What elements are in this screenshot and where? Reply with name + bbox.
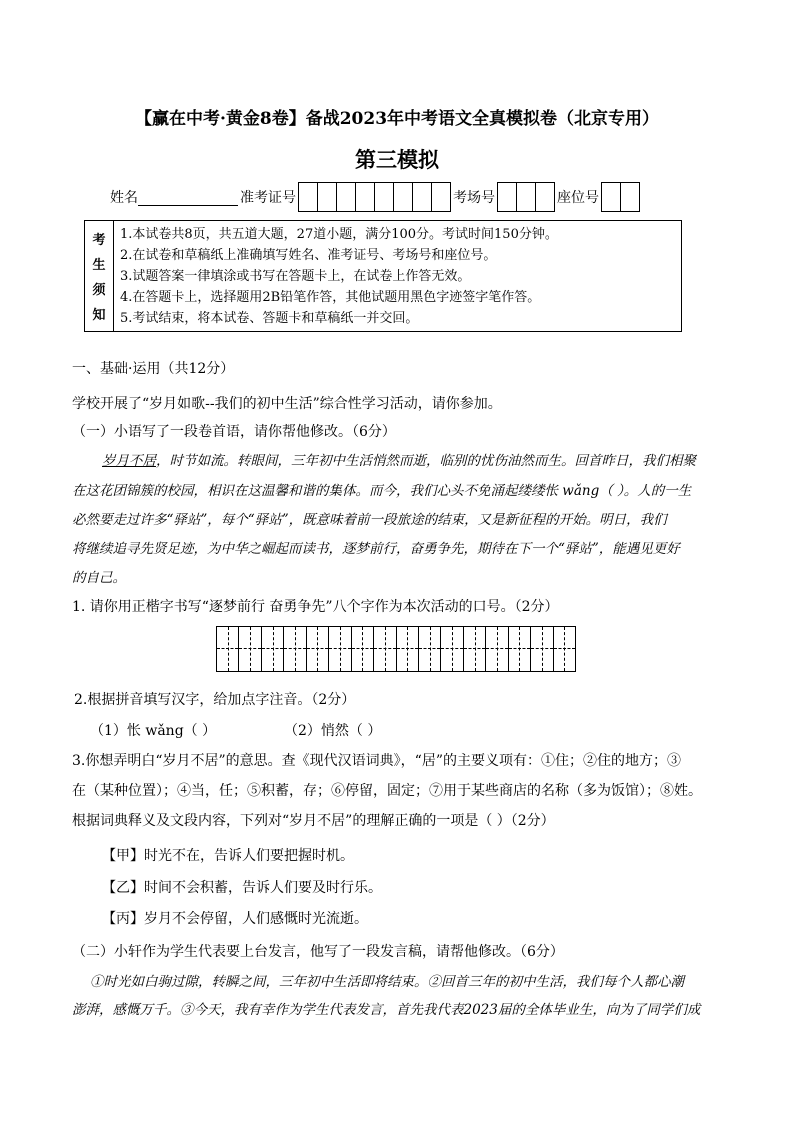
writing-grid[interactable]: [216, 626, 576, 672]
seat-label: 座位号: [557, 190, 599, 206]
part1-heading: （一）小语写了一段卷首语，请你帮他修改。（6分）: [72, 424, 396, 440]
section1-heading: 一、基础·运用（共12分）: [72, 361, 235, 377]
room-boxes[interactable]: [497, 182, 555, 212]
question-3-line3: 根据词典释义及文段内容，下列对“岁月不居”的理解正确的一项是（ ）（2分）: [72, 813, 555, 829]
section1-intro: 学校开展了“岁月如歌--我们的初中生活”综合性学习活动，请你参加。: [72, 396, 502, 412]
passage1-line3: 必然要走过许多“驿站”，每个“驿站”，既意味着前一段旅途的结束，又是新征程的开始。明日，我们: [72, 512, 667, 528]
passage1-line2: 在这花团锦簇的校园，相识在这温馨和谐的集体。而今，我们心头不免涌起缕缕怅 wǎng（ ）。人的一生: [72, 483, 692, 499]
notice-label-char: 须: [92, 283, 106, 298]
question-3-line2: 在（某种位置）；④当，任；⑤积蓄，存；⑥停留，固定；⑦用于某些商店的名称（多为饭馆）；⑧姓。: [72, 783, 702, 799]
passage2-line2: 澎湃，感慨万千。③今天，我有幸作为学生代表发言，首先我代表2023届的全体毕业生，向为了同学们成: [72, 1002, 701, 1018]
passage1-line5: 的自己。: [72, 570, 126, 586]
notice-label-char: 考: [92, 233, 106, 248]
seat-boxes[interactable]: [601, 182, 640, 212]
notice-label-char: 知: [92, 308, 106, 323]
notice-item: 5.考试结束，将本试卷、答题卡和草稿纸一并交回。: [120, 311, 419, 326]
notice-item: 2.在试卷和草稿纸上准确填写姓名、准考证号、考场号和座位号。: [120, 248, 497, 263]
underlined-phrase: 岁月不居: [102, 453, 156, 469]
candidate-info-line: [110, 182, 642, 212]
question-1: 1. 请你用正楷字书写“逐梦前行 奋勇争先”八个字作为本次活动的口号。（2分）: [72, 599, 559, 615]
question-2-b: （2）悄然（ ）: [284, 723, 382, 739]
notice-items: [114, 221, 681, 331]
question-2-a: （1）怅 wǎng（ ）: [90, 723, 217, 739]
id-boxes[interactable]: [298, 182, 451, 212]
notice-label-char: 生: [92, 258, 106, 273]
exam-title: 【赢在中考·黄金8卷】备战2023年中考语文全真模拟卷（北京专用）: [134, 109, 660, 129]
part2-heading: （二）小轩作为学生代表要上台发言，他写了一段发言稿，请帮他修改。（6分）: [72, 944, 564, 960]
passage2-line1: ①时光如白驹过隙，转瞬之间，三年初中生活即将结束。②回首三年的初中生活，我们每个人都心潮: [90, 974, 684, 990]
passage1-line1: 岁月不居，时节如流。转眼间，三年初中生活悄然而逝，临别的忧伤油然而生。回首昨日，我们相聚: [102, 453, 696, 469]
notice-item: 1.本试卷共8页，共五道大题，27道小题，满分100分。考试时间150分钟。: [120, 227, 558, 242]
id-label: 准考证号: [240, 190, 296, 206]
notice-label: [85, 221, 114, 331]
notice-box: [84, 220, 682, 332]
option-yi: 【乙】时间不会积蓄，告诉人们要及时行乐。: [102, 880, 382, 896]
option-jia: 【甲】时光不在，告诉人们要把握时机。: [102, 848, 354, 864]
question-2: 2.根据拼音填写汉字，给加点字注音。（2分）: [74, 692, 356, 708]
exam-subtitle: 第三模拟: [355, 147, 439, 172]
notice-item: 3.试题答案一律填涂或书写在答题卡上，在试卷上作答无效。: [120, 269, 471, 284]
notice-item: 4.在答题卡上，选择题用2B铅笔作答，其他试题用黑色字迹签字笔作答。: [120, 290, 541, 305]
option-bing: 【丙】岁月不会停留，人们感慨时光流逝。: [102, 911, 368, 927]
room-label: 考场号: [453, 190, 495, 206]
passage1-line4: 将继续追寻先贤足迹，为中华之崛起而读书，逐梦前行，奋勇争先，期待在下一个“驿站”，能遇见更好: [72, 541, 680, 557]
name-blank[interactable]: [138, 189, 238, 206]
name-label: 姓名: [110, 190, 138, 206]
question-3-line1: 3.你想弄明白“岁月不居”的意思。查《现代汉语词典》，“居”的主要义项有：①住；②住的地方；③: [72, 753, 681, 769]
